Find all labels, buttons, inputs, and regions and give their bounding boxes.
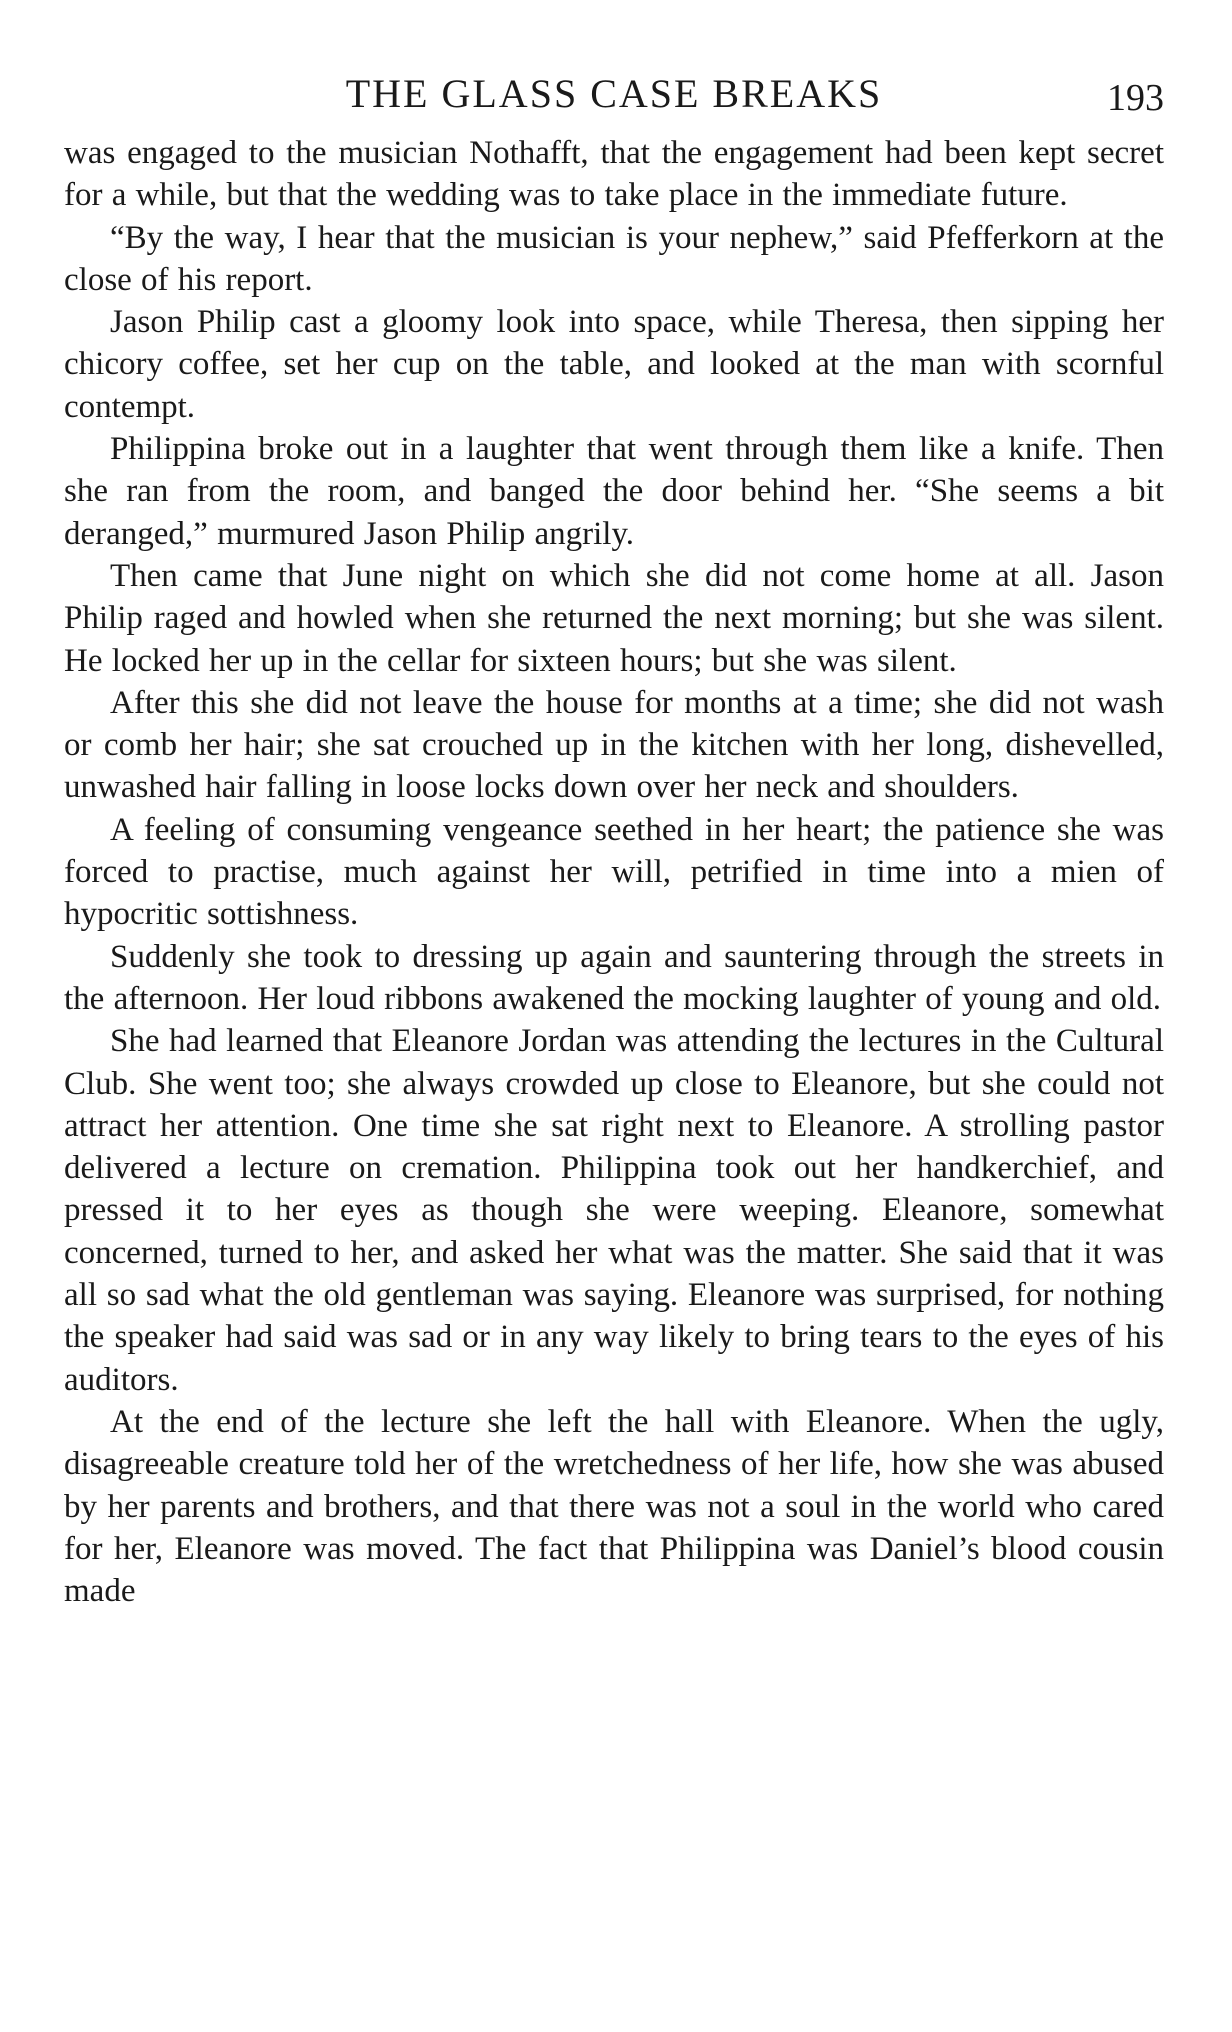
paragraph: After this she did not leave the house for months at a time; she did not wash or comb her hair; she sat crouched up in the kitchen with her long, dishevelled, unwashed hair falling in loose locks down over her neck and shoulders. <box>64 684 1164 806</box>
paragraph: Then came that June night on which she did not come home at all. Jason Philip raged and howled when she returned the next morning; but she was silent. He locked her up in the cellar for sixteen hours; but she was silent. <box>64 557 1164 679</box>
paragraph: Suddenly she took to dressing up again and sauntering through the streets in the afternoon. Her loud ribbons awakened the mocking laughter of young and old. <box>64 938 1164 1017</box>
running-head <box>64 66 1164 122</box>
page-number: 193 <box>1107 77 1164 119</box>
body-text <box>64 132 1164 1612</box>
paragraph: A feeling of consuming vengeance seethed in her heart; the patience she was forced to practise, much against her will, petrified in time into a mien of hypocritic sottishness. <box>64 811 1164 933</box>
paragraph: She had learned that Eleanore Jordan was attending the lectures in the Cultural Club. She went too; she always crowded up close to Eleanore, but she could not attract her attention. One time she sat right next to Eleanore. A strolling pastor delivered a lecture on cremation. Philippina took out her handkerchief, and pressed it to her eyes as though she were weeping. Eleanore, somewhat concerned, turned to her, and asked her what was the matter. She said that it was all so sad what the old gentleman was saying. Eleanore was surprised, for nothing the speaker had said was sad or in any way likely to bring tears to the eyes of his auditors. <box>64 1023 1164 1398</box>
paragraph: Philippina broke out in a laughter that went through them like a knife. Then she ran from the room, and banged the door behind her. “She seems a bit deranged,” murmured Jason Philip angrily. <box>64 431 1164 552</box>
paragraph: At the end of the lecture she left the hall with Eleanore. When the ugly, disagreeable creature told her of the wretchedness of her life, how she was abused by her parents and brothers, and that there was not a soul in the world who cared for her, Eleanore was moved. The fact that Philippina was Daniel’s blood cousin made <box>64 1403 1164 1610</box>
book-page <box>64 66 1164 1612</box>
paragraph-continuation: was engaged to the musician Nothafft, that the engagement had been kept secret for a while, but that the wedding was to take place in the immediate future. <box>64 135 1164 214</box>
paragraph: Jason Philip cast a gloomy look into space, while Theresa, then sipping her chicory coffee, set her cup on the table, and looked at the man with scornful contempt. <box>64 304 1164 425</box>
paragraph: “By the way, I hear that the musician is your nephew,” said Pfefferkorn at the close of his report. <box>64 219 1164 298</box>
running-title: THE GLASS CASE BREAKS <box>345 71 883 116</box>
